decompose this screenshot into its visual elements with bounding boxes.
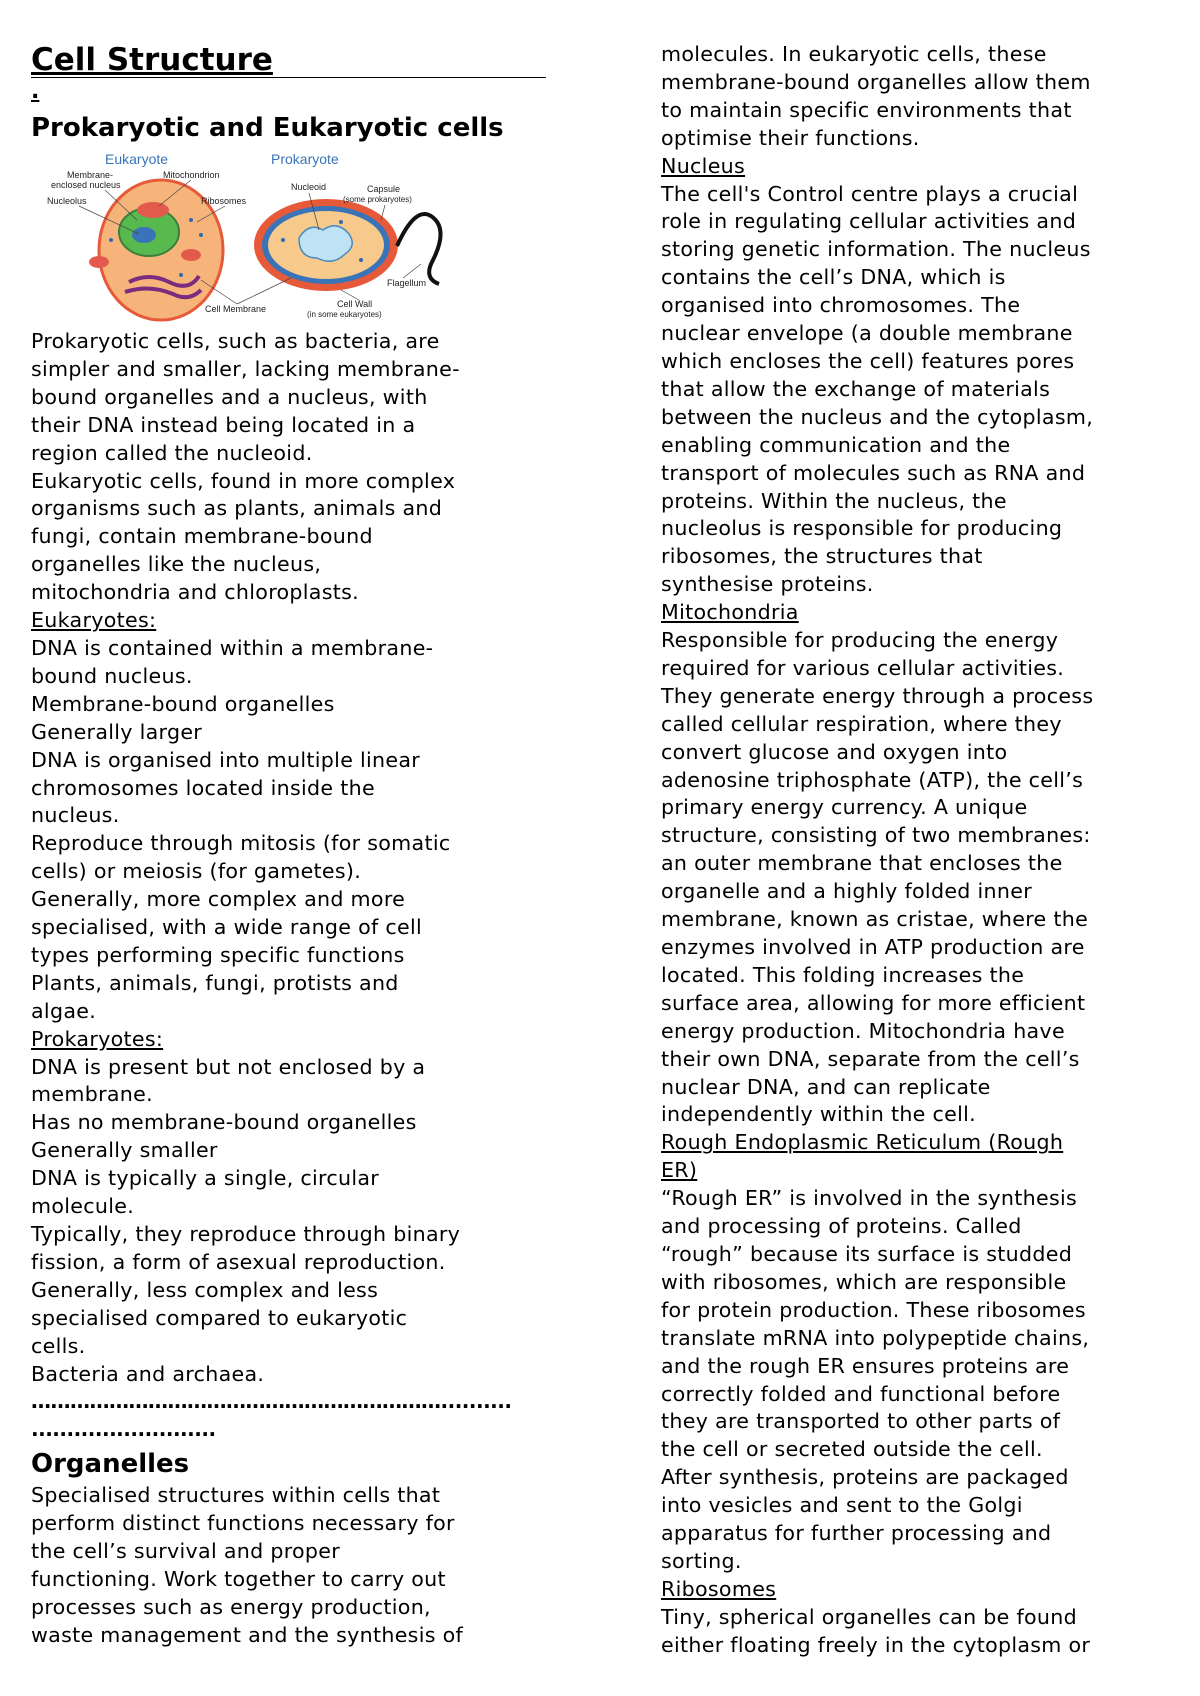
text-line: fungi, contain membrane-bound: [31, 524, 373, 549]
diagram-label-nucleoid: Nucleoid: [291, 182, 327, 192]
text-line: storing genetic information. The nucleus: [661, 237, 1091, 262]
ribosomes-heading: Ribosomes: [661, 1576, 777, 1601]
diagram-label-ribosomes: Ribosomes: [201, 196, 247, 206]
text-line: Specialised structures within cells that: [31, 1483, 441, 1508]
separator-line-2: ..........................: [31, 1417, 216, 1442]
text-line: translate mRNA into polypeptide chains,: [661, 1325, 1090, 1350]
text-line: adenosine triphosphate (ATP), the cell’s: [661, 767, 1084, 792]
text-line: The cell's Control centre plays a crucial: [661, 181, 1079, 206]
diagram-label-cell-membrane: Cell Membrane: [205, 304, 267, 314]
text-line: Membrane-bound organelles: [31, 691, 335, 716]
text-line: they are transported to other parts of: [661, 1409, 1061, 1434]
right-column: [661, 41, 1181, 1660]
text-line: DNA is typically a single, circular: [31, 1166, 380, 1191]
text-line: and the rough ER ensures proteins are: [661, 1353, 1070, 1378]
text-line: organelle and a highly folded inner: [661, 879, 1032, 904]
text-line: membrane, known as cristae, where the: [661, 907, 1089, 932]
text-line: Has no membrane-bound organelles: [31, 1110, 417, 1135]
ribosomes-paragraph: [661, 1604, 1181, 1660]
text-line: nucleus.: [31, 803, 120, 828]
text-line: molecule.: [31, 1194, 135, 1219]
text-line: role in regulating cellular activities and: [661, 209, 1077, 234]
diagram-label-eukaryote: Eukaryote: [105, 151, 169, 167]
text-line: convert glucose and oxygen into: [661, 739, 1008, 764]
mitochondria-paragraph: [661, 627, 1181, 1129]
text-line: synthesise proteins.: [661, 572, 874, 597]
text-line: functioning. Work together to carry out: [31, 1566, 446, 1591]
diagram-label-membrane-nucleus-1: Membrane-: [67, 170, 114, 180]
text-line: membrane-bound organelles allow them: [661, 69, 1091, 94]
text-line: that allow the exchange of materials: [661, 376, 1051, 401]
text-line: nucleolus is responsible for producing: [661, 516, 1063, 541]
text-line: “rough” because its surface is studded: [661, 1241, 1073, 1266]
text-line: organised into chromosomes. The: [661, 293, 1021, 318]
text-line: structure, consisting of two membranes:: [661, 823, 1091, 848]
text-line: contains the cell’s DNA, which is: [661, 265, 1006, 290]
text-line: nuclear envelope (a double membrane: [661, 321, 1073, 346]
text-line: Typically, they reproduce through binary: [31, 1222, 461, 1246]
mitochondria-heading: Mitochondria: [661, 600, 799, 625]
text-line: their own DNA, separate from the cell’s: [661, 1046, 1080, 1071]
text-line: region called the nucleoid.: [31, 440, 313, 465]
text-line: independently within the cell.: [661, 1102, 976, 1127]
text-line: cells.: [31, 1333, 86, 1358]
rough-er-heading-line-2: ER): [661, 1158, 698, 1183]
organelles-paragraph: [31, 1482, 549, 1649]
text-line: fission, a form of asexual reproduction.: [31, 1249, 446, 1274]
text-line: proteins. Within the nucleus, the: [661, 488, 1007, 513]
text-line: They generate energy through a process: [661, 683, 1094, 708]
text-line: the cell’s survival and proper: [31, 1539, 341, 1564]
text-line: Eukaryotic cells, found in more complex: [31, 468, 456, 493]
text-line: located. This folding increases the: [661, 962, 1025, 987]
organelles-paragraph-continued: [661, 41, 1181, 153]
eukaryotes-list: [31, 635, 549, 1026]
text-line: mitochondria and chloroplasts.: [31, 580, 360, 605]
text-line: DNA is organised into multiple linear: [31, 747, 421, 772]
text-line: surface area, allowing for more efficient: [661, 990, 1086, 1015]
text-line: ribosomes, the structures that: [661, 544, 983, 569]
text-line: bound organelles and a nucleus, with: [31, 384, 428, 409]
nucleus-paragraph: [661, 181, 1181, 600]
text-line: for protein production. These ribosomes: [661, 1297, 1086, 1322]
nucleus-heading: Nucleus: [661, 153, 746, 178]
text-line: chromosomes located inside the: [31, 775, 375, 800]
text-line: with ribosomes, which are responsible: [661, 1269, 1067, 1294]
text-line: Generally, less complex and less: [31, 1277, 379, 1302]
text-line: Generally smaller: [31, 1138, 218, 1163]
text-line: DNA is contained within a membrane-: [31, 635, 434, 660]
text-line: types performing specific functions: [31, 942, 405, 967]
text-line: Responsible for producing the energy: [661, 628, 1059, 653]
text-line: DNA is present but not enclosed by a: [31, 1054, 426, 1079]
rough-er-heading-line-1: Rough Endoplasmic Reticulum (Rough: [661, 1130, 1064, 1155]
eukaryotes-heading: Eukaryotes:: [31, 608, 157, 633]
text-line: an outer membrane that encloses the: [661, 851, 1063, 876]
diagram-label-cell-wall-note: (in some eukaryotes): [307, 310, 382, 319]
diagram-label-membrane-nucleus-2: enclosed nucleus: [51, 180, 121, 190]
text-line: specialised, with a wide range of cell: [31, 915, 423, 940]
text-line: Generally larger: [31, 719, 203, 744]
text-line: “Rough ER” is involved in the synthesis: [661, 1186, 1078, 1211]
text-line: either floating freely in the cytoplasm or: [661, 1632, 1091, 1657]
text-line: cells) or meiosis (for gametes).: [31, 859, 362, 884]
text-line: enabling communication and the: [661, 432, 1011, 457]
text-line: membrane.: [31, 1082, 153, 1107]
text-line: organisms such as plants, animals and: [31, 496, 443, 521]
diagram-label-prokaryote: Prokaryote: [271, 151, 339, 167]
rough-er-paragraph: [661, 1185, 1181, 1576]
cell-comparison-diagram: [41, 150, 461, 322]
text-line: called cellular respiration, where they: [661, 711, 1062, 736]
section-heading-prokaryotic-eukaryotic: Prokaryotic and Eukaryotic cells: [31, 113, 504, 143]
intro-paragraph: [31, 328, 549, 607]
text-line: primary energy currency. A unique: [661, 795, 1028, 820]
left-column: [31, 0, 549, 1650]
organelles-heading: Organelles: [31, 1449, 190, 1480]
text-line: specialised compared to eukaryotic: [31, 1305, 408, 1330]
text-line: After synthesis, proteins are packaged: [661, 1465, 1069, 1490]
text-line: which encloses the cell) features pores: [661, 348, 1075, 373]
text-line: transport of molecules such as RNA and: [661, 460, 1086, 485]
text-line: required for various cellular activities.: [661, 655, 1065, 680]
text-line: perform distinct functions necessary for: [31, 1511, 455, 1536]
text-line: nuclear DNA, and can replicate: [661, 1074, 991, 1099]
text-line: organelles like the nucleus,: [31, 552, 322, 577]
text-line: bound nucleus.: [31, 663, 193, 688]
text-line: optimise their functions.: [661, 125, 920, 150]
text-line: Reproduce through mitosis (for somatic: [31, 831, 451, 856]
text-line: sorting.: [661, 1548, 742, 1573]
text-line: molecules. In eukaryotic cells, these: [661, 42, 1047, 66]
text-line: energy production. Mitochondria have: [661, 1018, 1065, 1043]
text-line: the cell or secreted outside the cell.: [661, 1437, 1043, 1462]
title-dot: .: [31, 79, 40, 104]
diagram-label-flagellum: Flagellum: [387, 278, 427, 288]
diagram-label-nucleolus: Nucleolus: [47, 196, 87, 206]
page-title: Cell Structure: [31, 43, 546, 78]
text-line: apparatus for further processing and: [661, 1521, 1052, 1546]
text-line: waste management and the synthesis of: [31, 1622, 464, 1647]
text-line: correctly folded and functional before: [661, 1381, 1061, 1406]
text-line: to maintain specific environments that: [661, 97, 1072, 122]
text-line: Bacteria and archaea.: [31, 1361, 265, 1386]
text-line: algae.: [31, 998, 97, 1023]
text-line: Prokaryotic cells, such as bacteria, are: [31, 329, 440, 353]
diagram-label-capsule-note: (some prokaryotes): [343, 195, 412, 204]
separator-line-1: ………………………………………………………..........: [31, 1389, 512, 1414]
diagram-label-capsule: Capsule: [367, 184, 401, 194]
text-line: Tiny, spherical organelles can be found: [661, 1604, 1077, 1629]
text-line: and processing of proteins. Called: [661, 1214, 1022, 1239]
prokaryotes-heading: Prokaryotes:: [31, 1026, 164, 1051]
text-line: between the nucleus and the cytoplasm,: [661, 404, 1094, 429]
diagram-label-mitochondrion: Mitochondrion: [163, 170, 220, 180]
text-line: their DNA instead being located in a: [31, 412, 416, 437]
text-line: simpler and smaller, lacking membrane-: [31, 356, 460, 381]
text-line: Plants, animals, fungi, protists and: [31, 970, 399, 995]
diagram-label-cell-wall: Cell Wall: [337, 299, 373, 309]
text-line: enzymes involved in ATP production are: [661, 935, 1085, 959]
prokaryotes-list: [31, 1054, 549, 1389]
text-line: processes such as energy production,: [31, 1594, 431, 1619]
text-line: Generally, more complex and more: [31, 887, 406, 912]
text-line: into vesicles and sent to the Golgi: [661, 1493, 1023, 1518]
